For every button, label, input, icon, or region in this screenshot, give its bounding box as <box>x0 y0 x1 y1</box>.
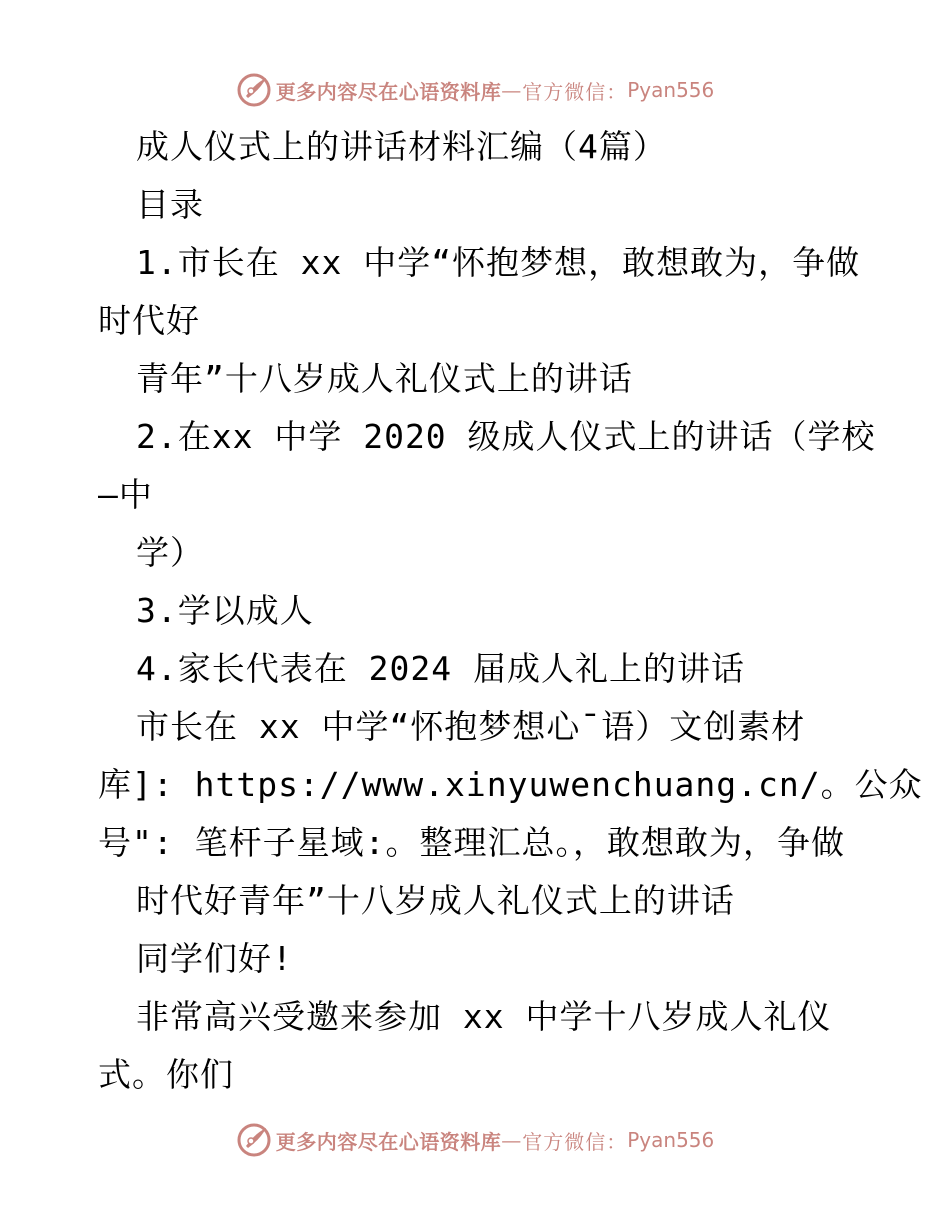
greeting: 同学们好! <box>136 939 293 978</box>
toc-item-3: 3.学以成人 <box>136 591 314 630</box>
toc-item-2-cont2: 学） <box>136 533 204 572</box>
toc-heading: 目录 <box>136 185 204 224</box>
section-title-line-1: 市长在 xx 中学“怀抱梦想心¯语）文创素材 <box>136 707 806 746</box>
footer-banner <box>0 1120 950 1160</box>
section-title-line-2: 库]: https://www.xinyuwenchuang.cn/。公众 <box>98 765 923 804</box>
toc-item-4: 4.家长代表在 2024 届成人礼上的讲话 <box>136 649 745 688</box>
section-title-line-4: 时代好青年”十八岁成人礼仪式上的讲话 <box>136 881 735 920</box>
header-banner <box>0 70 950 110</box>
banner-wechat-id: Pyan556 <box>627 78 715 102</box>
toc-item-1-cont: 时代好 <box>98 301 200 340</box>
toc-item-2-cont: —中 <box>98 475 153 514</box>
paragraph-line-1: 非常高兴受邀来参加 xx 中学十八岁成人礼仪 <box>136 997 832 1036</box>
quill-logo-icon <box>236 72 272 108</box>
banner-dash: — <box>501 78 523 102</box>
toc-item-2: 2.在xx 中学 2020 级成人仪式上的讲话（学校 <box>136 417 876 456</box>
section-title-line-3: 号": 笔杆子星域:。整理汇总。，敢想敢为，争做 <box>98 823 845 862</box>
banner-official-label: 官方微信： <box>522 1129 628 1154</box>
banner-main-text: 更多内容尽在心语资料库 <box>275 79 502 104</box>
banner-main-text: 更多内容尽在心语资料库 <box>275 1129 502 1154</box>
paragraph-line-2: 式。你们 <box>98 1055 234 1094</box>
banner-dash: — <box>501 1128 523 1152</box>
banner-wechat-id: Pyan556 <box>627 1128 715 1152</box>
toc-item-1: 1.市长在 xx 中学“怀抱梦想，敢想敢为，争做 <box>136 243 861 282</box>
toc-item-1-cont2: 青年”十八岁成人礼仪式上的讲话 <box>136 359 633 398</box>
document-title: 成人仪式上的讲话材料汇编（4篇） <box>136 127 667 166</box>
banner-official-label: 官方微信： <box>522 79 628 104</box>
quill-logo-icon <box>236 1122 272 1158</box>
